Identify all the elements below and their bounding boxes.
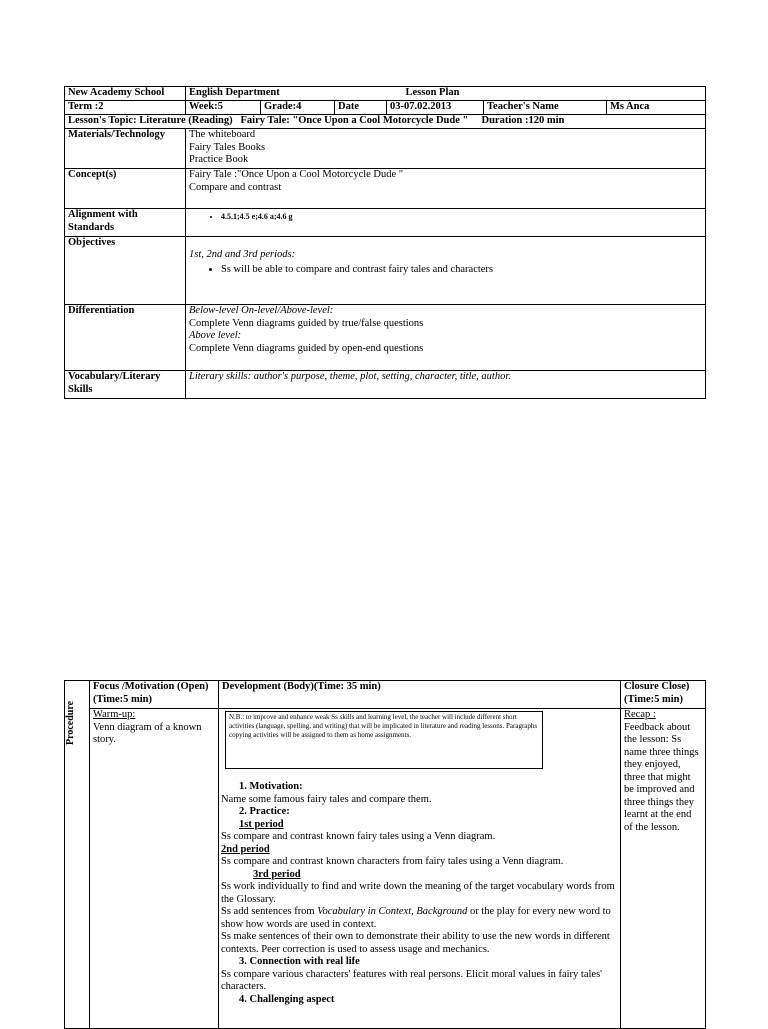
procedure-table	[64, 680, 706, 1029]
objectives-label: Objectives	[65, 237, 186, 305]
teacher-label: Teacher's Name	[484, 101, 607, 115]
concepts-cell	[186, 169, 706, 209]
practice-heading: 2. Practice:	[239, 806, 290, 817]
materials-item: Fairy Tales Books	[189, 141, 266, 153]
recap-text: Feedback about the lesson: Ss name three things they enjoyed, three that might be improved and three things they learnt at the end of the lesson.	[624, 721, 699, 833]
nb-note-box: N.B.: to improve and enhance weak Ss skills and learning level, the teacher will include different short activities (language, spelling, and writing) that will be implicated in literature and reading lessons. Paragraphs copying activities will be assigned to them as home assignments.	[225, 711, 543, 769]
concept-item: Compare and contrast	[189, 181, 282, 193]
connection-heading: 3. Connection with real life	[239, 956, 360, 967]
motivation-text: Name some famous fairy tales and compare them.	[221, 793, 432, 805]
concepts-label: Concept(s)	[65, 169, 186, 209]
challenging-heading: 4. Challenging aspect	[239, 993, 335, 1005]
objectives-item: • Ss will be able to compare and contrast fairy tales and characters	[221, 264, 702, 277]
period-3-text-b	[221, 906, 618, 931]
period-3-text-b-italic: Vocabulary in Context, Background	[317, 906, 468, 917]
diff-line: Below-level On-level/Above-level:	[189, 305, 334, 316]
diff-line: Complete Venn diagrams guided by true/false questions	[189, 317, 424, 329]
alignment-cell	[186, 209, 706, 237]
topic-label: Lesson's Topic: Literature (Reading)	[68, 115, 233, 126]
period-2-heading: 2nd period	[221, 843, 270, 855]
department-name: English Department	[189, 87, 280, 98]
period-3-text-c: Ss make sentences of their own to demonstrate their ability to use the new words in different contexts. Peer correction is used to assess usage and mechanics.	[221, 931, 610, 955]
period-3-text-b1: Ss add sentences from	[221, 906, 318, 917]
development-cell	[219, 709, 621, 1029]
grade: Grade:4	[261, 101, 335, 115]
focus-cell	[90, 709, 219, 1029]
period-1-heading: 1st period	[239, 818, 284, 830]
date-label: Date	[335, 101, 387, 115]
objectives-periods: 1st, 2nd and 3rd periods:	[189, 249, 296, 260]
procedure-label: Procedure	[64, 700, 76, 745]
closure-cell	[621, 709, 706, 1029]
school-name: New Academy School	[65, 87, 186, 101]
topic-value: Fairy Tale: "Once Upon a Cool Motorcycle Dude "	[240, 115, 469, 126]
connection-text: Ss compare various characters' features with real persons. Elicit moral values in fairy tales' characters.	[221, 968, 603, 992]
closure-header: Closure Close) (Time:5 min)	[621, 681, 706, 709]
lesson-plan-table	[64, 86, 706, 399]
department-title-cell	[186, 87, 706, 101]
week: Week:5	[186, 101, 261, 115]
warmup-text: Venn diagram of a known story.	[93, 721, 202, 745]
objectives-cell	[186, 237, 706, 305]
vocabulary-value: Literary skills: author's purpose, theme, plot, setting, character, title, author.	[186, 371, 706, 399]
lesson-topic-row	[65, 115, 706, 129]
period-3-text-a: Ss work individually to find and write down the meaning of the target vocabulary words from the Glossary.	[221, 881, 615, 905]
motivation-heading: 1. Motivation:	[239, 781, 303, 792]
procedure-side-cell	[65, 681, 90, 1029]
diff-line: Complete Venn diagrams guided by open-end questions	[189, 342, 424, 354]
concept-item: Fairy Tale :"Once Upon a Cool Motorcycle Dude "	[189, 169, 404, 180]
period-2-text: Ss compare and contrast known characters from fairy tales using a Venn diagram.	[221, 856, 564, 867]
differentiation-label: Differentiation	[65, 305, 186, 371]
period-3-text-b2: or the play for every new word to show how words are used in context.	[221, 906, 611, 930]
focus-header: Focus /Motivation (Open) (Time:5 min)	[90, 681, 219, 709]
period-3-heading: 3rd period	[253, 868, 301, 880]
materials-cell	[186, 129, 706, 169]
period-1-text: Ss compare and contrast known fairy tales using a Venn diagram.	[221, 831, 496, 842]
alignment-label: Alignment with Standards	[65, 209, 186, 237]
teacher-value: Ms Anca	[607, 101, 706, 115]
differentiation-cell	[186, 305, 706, 371]
diff-line: Above level:	[189, 330, 242, 341]
doc-title: Lesson Plan	[405, 87, 460, 98]
alignment-item: • 4.5.1;4.5 e;4.6 a;4.6 g	[221, 211, 702, 224]
warmup-label: Warm-up:	[93, 709, 136, 720]
vocabulary-label: Vocabulary/Literary Skills	[65, 371, 186, 399]
materials-item: Practice Book	[189, 154, 249, 165]
date-value: 03-07.02.2013	[387, 101, 484, 115]
materials-item: The whiteboard	[189, 129, 256, 140]
development-header: Development (Body)(Time: 35 min)	[219, 681, 621, 709]
recap-label: Recap :	[624, 709, 656, 720]
duration: Duration :120 min	[481, 115, 565, 126]
materials-label: Materials/Technology	[65, 129, 186, 169]
term: Term :2	[65, 101, 186, 115]
